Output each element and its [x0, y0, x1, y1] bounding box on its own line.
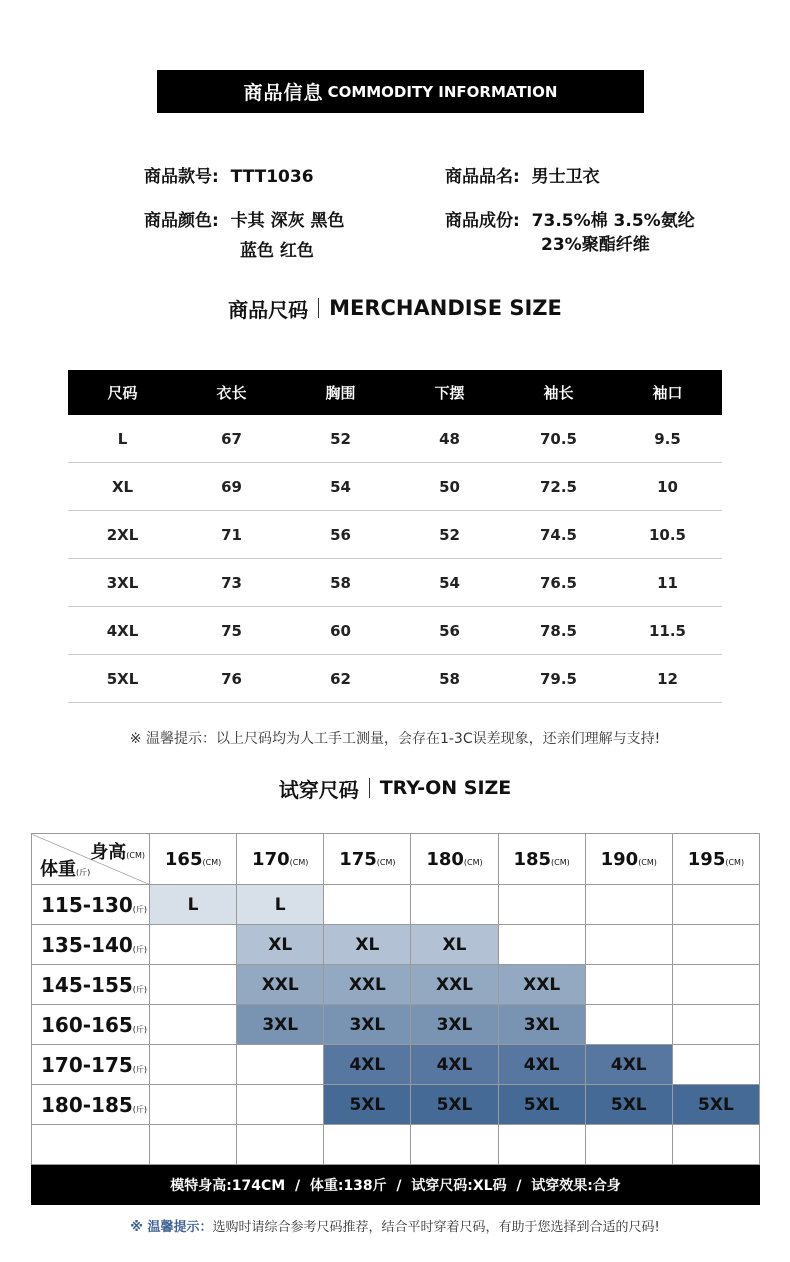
weight-row [32, 1045, 760, 1085]
size-cell: 3XL [237, 1005, 324, 1045]
size-cell [672, 965, 759, 1005]
size-cell [150, 1005, 237, 1045]
size-title-cn: 商品尺码 [228, 297, 309, 322]
header-title-en: COMMODITY INFORMATION [327, 82, 558, 101]
size-cell [585, 885, 672, 925]
size-cell [237, 1085, 324, 1125]
size-cell: 4XL [411, 1045, 498, 1085]
size-cell [150, 1085, 237, 1125]
size-cell [672, 1045, 759, 1085]
size-cell [150, 1125, 237, 1165]
size-cell [672, 885, 759, 925]
table-row [68, 607, 722, 655]
model-info-text: 模特身高:174CM / 体重:138斤 / 试穿尺码:XL码 / 试穿效果:合身 [170, 1178, 621, 1194]
header-chest: 胸围 [286, 370, 395, 415]
weight-row [32, 1085, 760, 1125]
height-weight-corner [32, 834, 150, 885]
table-cell: 56 [286, 511, 395, 559]
product-material-line2: 23%聚酯纤维 [541, 235, 650, 255]
table-cell: 75 [177, 607, 286, 655]
table-cell: 58 [286, 559, 395, 607]
table-cell: 9.5 [613, 415, 722, 463]
height-header: 190(CM) [585, 834, 672, 885]
table-row [68, 463, 722, 511]
weight-row [32, 965, 760, 1005]
height-header: 165(CM) [150, 834, 237, 885]
header-cuff: 袖口 [613, 370, 722, 415]
weight-row [32, 885, 760, 925]
size-cell: 5XL [672, 1085, 759, 1125]
table-cell: 12 [613, 655, 722, 703]
table-cell: 60 [286, 607, 395, 655]
size-cell [585, 1125, 672, 1165]
table-cell: 62 [286, 655, 395, 703]
title-divider [318, 298, 319, 318]
product-material [445, 208, 695, 234]
size-cell: 5XL [411, 1085, 498, 1125]
size-cell: 5XL [585, 1085, 672, 1125]
size-cell: XXL [324, 965, 411, 1005]
header-hem: 下摆 [395, 370, 504, 415]
try-on-size-title [0, 773, 790, 803]
measurement-note: ※ 温馨提示：以上尺码均为人工手工测量，会存在1-3C误差现象，还亲们理解与支持! [129, 731, 661, 747]
size-cell [672, 1005, 759, 1045]
size-cell: XXL [498, 965, 585, 1005]
size-cell: XXL [237, 965, 324, 1005]
size-cell: XL [411, 925, 498, 965]
weight-header: 180-185(斤) [32, 1085, 150, 1125]
table-cell: 73 [177, 559, 286, 607]
item-number-value: TTT1036 [230, 167, 314, 187]
size-cell: XL [237, 925, 324, 965]
product-color [144, 208, 345, 234]
size-cell: XXL [411, 965, 498, 1005]
item-number-label: 商品款号: [144, 167, 219, 187]
size-cell: 5XL [324, 1085, 411, 1125]
height-header: 175(CM) [324, 834, 411, 885]
try-on-table [31, 833, 760, 1165]
size-table-header [68, 370, 722, 415]
item-number [144, 164, 314, 190]
table-row [68, 655, 722, 703]
size-cell [237, 1125, 324, 1165]
table-cell: 71 [177, 511, 286, 559]
table-cell: XL [68, 463, 177, 511]
table-cell: 74.5 [504, 511, 613, 559]
size-cell [324, 885, 411, 925]
header-sleeve-length: 袖长 [504, 370, 613, 415]
table-cell: 69 [177, 463, 286, 511]
table-row [68, 415, 722, 463]
table-cell: 3XL [68, 559, 177, 607]
product-name-value: 男士卫衣 [531, 167, 600, 187]
size-cell [150, 965, 237, 1005]
table-cell: 10 [613, 463, 722, 511]
table-cell: 52 [395, 511, 504, 559]
size-tip-prefix: ※ 温馨提示： [130, 1220, 213, 1235]
try-title-en: TRY-ON SIZE [379, 777, 512, 799]
product-color-line2: 蓝色 红色 [240, 241, 314, 261]
table-row [68, 559, 722, 607]
header-length: 衣长 [177, 370, 286, 415]
size-cell [585, 965, 672, 1005]
size-cell [237, 1045, 324, 1085]
product-color-label: 商品颜色: [144, 211, 219, 231]
table-cell: L [68, 415, 177, 463]
size-cell: 3XL [411, 1005, 498, 1045]
height-header: 180(CM) [411, 834, 498, 885]
try-title-cn: 试穿尺码 [278, 777, 359, 802]
height-label: 身高(CM) [90, 842, 145, 863]
size-cell: 4XL [324, 1045, 411, 1085]
size-cell [498, 925, 585, 965]
size-cell [585, 925, 672, 965]
size-cell [324, 1125, 411, 1165]
table-cell: 11 [613, 559, 722, 607]
size-cell [411, 885, 498, 925]
size-cell: 5XL [498, 1085, 585, 1125]
table-cell: 76.5 [504, 559, 613, 607]
weight-header: 170-175(斤) [32, 1045, 150, 1085]
size-tip-text: 选购时请综合参考尺码推荐，结合平时穿着尺码，有助于您选择到合适的尺码! [212, 1220, 660, 1235]
weight-header: 145-155(斤) [32, 965, 150, 1005]
table-cell: 10.5 [613, 511, 722, 559]
model-info-bar [31, 1165, 760, 1205]
table-cell: 11.5 [613, 607, 722, 655]
table-cell: 72.5 [504, 463, 613, 511]
table-cell: 70.5 [504, 415, 613, 463]
table-cell: 54 [395, 559, 504, 607]
table-cell: 4XL [68, 607, 177, 655]
weight-header: 135-140(斤) [32, 925, 150, 965]
weight-row [32, 925, 760, 965]
table-cell: 79.5 [504, 655, 613, 703]
size-cell [150, 1045, 237, 1085]
size-table [68, 370, 722, 703]
table-cell: 76 [177, 655, 286, 703]
weight-label: 体重(斤) [40, 859, 91, 880]
header-size: 尺码 [68, 370, 177, 415]
product-material-label: 商品成份: [445, 211, 520, 231]
size-tip-note [0, 1216, 790, 1235]
size-cell [498, 1125, 585, 1165]
table-cell: 5XL [68, 655, 177, 703]
product-color-line1: 卡其 深灰 黑色 [230, 211, 345, 231]
size-cell [150, 925, 237, 965]
weight-header: 115-130(斤) [32, 885, 150, 925]
size-cell [672, 1125, 759, 1165]
table-cell: 67 [177, 415, 286, 463]
commodity-info-header [157, 70, 644, 113]
height-header: 170(CM) [237, 834, 324, 885]
size-cell [672, 925, 759, 965]
weight-header [32, 1125, 150, 1165]
size-cell: 4XL [585, 1045, 672, 1085]
table-cell: 78.5 [504, 607, 613, 655]
size-cell: L [150, 885, 237, 925]
table-cell: 58 [395, 655, 504, 703]
product-name-label: 商品品名: [445, 167, 520, 187]
merchandise-size-title [0, 293, 790, 323]
table-cell: 56 [395, 607, 504, 655]
header-title-cn: 商品信息 [243, 82, 324, 104]
size-cell [498, 885, 585, 925]
size-cell [585, 1005, 672, 1045]
table-cell: 52 [286, 415, 395, 463]
size-cell: 3XL [324, 1005, 411, 1045]
size-cell: L [237, 885, 324, 925]
size-cell: 4XL [498, 1045, 585, 1085]
size-title-en: MERCHANDISE SIZE [329, 296, 562, 320]
table-cell: 50 [395, 463, 504, 511]
weight-row [32, 1005, 760, 1045]
size-cell: 3XL [498, 1005, 585, 1045]
table-cell: 48 [395, 415, 504, 463]
size-cell: XL [324, 925, 411, 965]
product-name [445, 164, 600, 190]
height-header: 195(CM) [672, 834, 759, 885]
product-material-line1: 73.5%棉 3.5%氨纶 [531, 211, 695, 231]
table-cell: 54 [286, 463, 395, 511]
table-cell: 2XL [68, 511, 177, 559]
table-row [68, 511, 722, 559]
size-cell [411, 1125, 498, 1165]
height-header: 185(CM) [498, 834, 585, 885]
weight-row-empty [32, 1125, 760, 1165]
title-divider [369, 778, 370, 798]
weight-header: 160-165(斤) [32, 1005, 150, 1045]
height-header-row [32, 834, 760, 885]
